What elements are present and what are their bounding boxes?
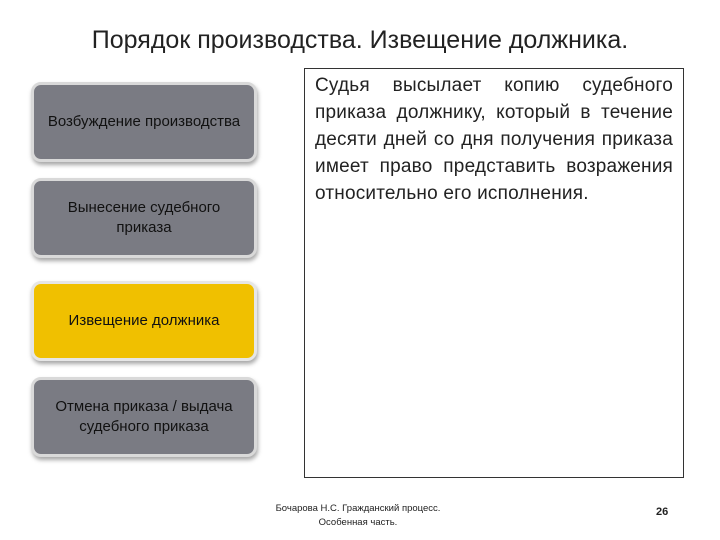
step-label: Возбуждение производства — [47, 113, 241, 130]
footer-source — [258, 502, 458, 530]
description-text: Судья высылает копию судебного приказа должнику, который в течение десяти дней со дня получения приказа имеет право представить возражения относительно его исполнения. — [315, 75, 673, 204]
step-debtor-notification-active — [31, 281, 257, 361]
footer-source-line2: Особенная часть. — [318, 517, 398, 528]
page-number: 26 — [656, 506, 669, 518]
description-box — [304, 68, 684, 478]
step-label: Извещение должника — [68, 312, 220, 329]
step-label: Отмена приказа / выдача судебного приказа — [55, 398, 233, 435]
footer-source-line1: Бочарова Н.С. Гражданский процесс. — [275, 503, 441, 514]
step-initiation — [31, 82, 257, 162]
step-order-cancellation — [31, 377, 257, 457]
step-label: Вынесение судебного приказа — [67, 199, 221, 236]
step-court-order-issuance — [31, 178, 257, 258]
slide-title: Порядок производства. Извещение должника. — [91, 26, 629, 54]
